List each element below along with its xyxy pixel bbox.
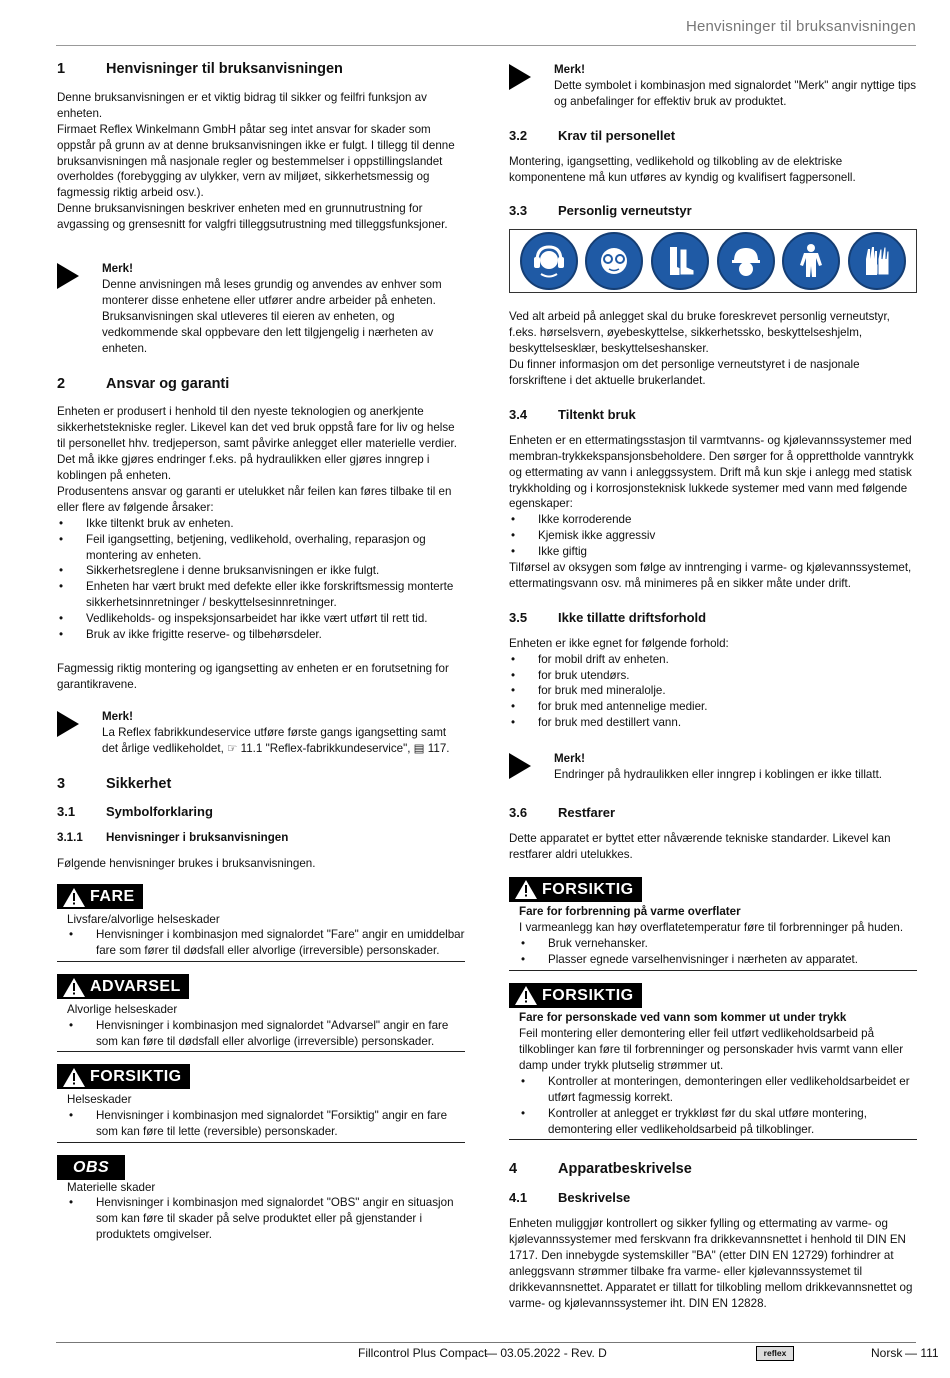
warning-sign (57, 1155, 125, 1180)
paragraph: Følgende henvisninger brukes i bruksanvisningen. (57, 857, 316, 871)
note-title: Merk! (554, 63, 585, 76)
note-title: Merk! (554, 752, 585, 766)
list-item: • Bruk av ikke frigitte reserve- og tilbehørsdeler. (57, 627, 465, 643)
note-box (57, 261, 465, 356)
paragraph: Firmaet Reflex Winkelmann GmbH påtar seg intet ansvar for skader som oppstår på grunn av at denne bruksanvisningen ikke er fulgt. I tillegg til denne bruksanvisningen må nasjonale regler og bestemmelser i oppstillingslandet overholdes (forebygging av ulykker, vern av miljøet, sikkerhetsmessig og fagmessig riktig arbeid osv.). (57, 122, 455, 200)
warning-triangle-icon (63, 1068, 85, 1087)
warning-subtitle: Materielle skader (67, 1180, 156, 1194)
paragraph: Denne bruksanvisningen beskriver enheten med en grunnutrustning for avgassing og grensesnitt for valgfri tilleggsutrustning med tilleggsfunksjoner. (57, 202, 448, 232)
section-3-2-heading (509, 128, 917, 144)
page-header-title: Henvisninger til bruksanvisningen (685, 18, 916, 35)
warning-title: Fare for personskade ved vann som kommer ut under trykk (519, 1011, 847, 1025)
list-item: • Bruk vernehansker. (519, 936, 917, 952)
warning-triangle-icon (515, 986, 537, 1005)
warning-label: OBS (73, 1158, 110, 1176)
paragraph: Det må ikke gjøres endringer f.eks. på hydraulikken eller gjøres inngrep i koblingen på enheten. (57, 453, 430, 483)
left-column (57, 62, 465, 1243)
section-number: 3.6 (509, 805, 528, 820)
warning-sign (57, 974, 189, 999)
warning-sign (509, 983, 642, 1008)
warning-sign (57, 884, 143, 909)
footer-language: Norsk (871, 1346, 903, 1360)
warning-text: I varmeanlegg kan høy overflatetemperatur føre til forbrenninger på huden. (519, 921, 904, 935)
section-4-heading (509, 1162, 917, 1178)
list-item: • Kontroller at anlegget er trykkløst før du skal utføre montering, demontering eller vedlikeholdsarbeid på tilkoblinger. (519, 1106, 917, 1138)
note-box (57, 709, 465, 757)
paragraph: Du finner informasjon om det personlige verneutstyret i de nasjonale forskriftene i det aktuelle brukerlandet. (509, 358, 860, 387)
note-text: Endringer på hydraulikken eller inngrep i koblingen er ikke tillatt. (554, 768, 883, 782)
section-title: Sikkerhet (106, 775, 172, 792)
note-arrow-icon (509, 753, 531, 779)
safety-boots-icon (651, 232, 709, 290)
paragraph: Dette apparatet er byttet etter nåværende tekniske standarder. Likevel kan restfarer aldri utelukkes. (509, 831, 891, 861)
section-number: 3.1 (57, 804, 76, 820)
list-item: • Plasser egnede varselhenvisninger i nærheten av apparatet. (519, 952, 917, 968)
header-divider (56, 45, 916, 46)
warning-title: Fare for forbrenning på varme overflater (519, 905, 741, 919)
list-item: • Enheten har vært brukt med defekte eller ikke forskriftsmessig monterte sikkerhetsinnretninger / beskyttelsesinnretninger. (57, 579, 465, 611)
footer-date: — 03.05.2022 - Rev. D (485, 1346, 607, 1360)
property-list (509, 512, 917, 560)
list-item: • Kjemisk ikke aggressiv (509, 528, 917, 544)
warning-burn (509, 877, 917, 971)
goggles-icon (585, 232, 643, 290)
section-title: Beskrivelse (558, 1190, 631, 1206)
section-number: 3.1.1 (57, 831, 83, 845)
note-arrow-icon (57, 263, 79, 289)
section-number: 3.5 (509, 609, 528, 625)
section-title: Symbolforklaring (106, 804, 213, 820)
list-item: • Kontroller at monteringen, demonteringen eller vedlikeholdsarbeidet er utført fagmessig korrekt. (519, 1074, 917, 1106)
list-item: • Ikke tiltenkt bruk av enheten. (57, 516, 465, 532)
footer-product: Fillcontrol Plus Compact (358, 1346, 488, 1360)
list-item: • Henvisninger i kombinasjon med signalordet "Fare" angir en umiddelbar fare som fører til dødsfall eller alvorlige (irreversible) personskader. (67, 927, 465, 959)
note-title: Merk! (102, 262, 133, 276)
section-title: Henvisninger til bruksanvisningen (106, 61, 343, 77)
section-3-5-heading (509, 610, 917, 626)
section-title: Henvisninger i bruksanvisningen (106, 831, 289, 845)
cause-list (57, 516, 465, 643)
list-item: • for bruk med destillert vann. (509, 715, 917, 731)
ear-protection-icon (520, 232, 578, 290)
note-arrow-icon (509, 64, 531, 90)
section-3-heading (57, 777, 465, 793)
list-item: • Ikke giftig (509, 544, 917, 560)
warning-advarsel (57, 974, 465, 1052)
warning-triangle-icon (515, 880, 537, 899)
warning-label: FORSIKTIG (542, 986, 634, 1004)
warning-obs (57, 1155, 465, 1244)
note-text: La Reflex fabrikkundeservice utføre første gangs igangsetting samt det årlige vedlikeholdet, ☞ 11.1 "Reflex-fabrikkundeservice", ▤ 117. (102, 725, 450, 755)
paragraph: Denne bruksanvisningen er et viktig bidrag til sikker og feilfri funksjon av enheten. (57, 90, 427, 120)
warning-forsiktig (57, 1064, 465, 1142)
section-title: Krav til personellet (558, 127, 676, 143)
note-box (509, 62, 917, 110)
helmet-icon (717, 232, 775, 290)
section-1-heading (57, 62, 465, 78)
section-title: Ikke tillatte driftsforhold (558, 609, 707, 625)
list-item: • for bruk med antennelige medier. (509, 699, 917, 715)
section-number: 3.4 (509, 406, 528, 422)
section-title: Restfarer (558, 805, 616, 820)
section-number: 3.2 (509, 127, 528, 143)
note-text: Dette symbolet i kombinasjon med signalordet "Merk" angir nyttige tips og anbefalinger for effektiv bruk av produktet. (554, 78, 917, 108)
paragraph: Enheten er produsert i henhold til den nyeste teknologien og anerkjente sikkerhetstekniske regler. Likevel kan det ved bruk oppstå fare for liv og helse til personellet hhv. tredjeperson, samt påvirke anlegget eller materielle verdier. (57, 405, 457, 451)
list-item: • Henvisninger i kombinasjon med signalordet "Forsiktig" angir en fare som kan føre til lette (reversible) personskader. (67, 1108, 465, 1140)
reflex-logo: reflex (756, 1346, 794, 1361)
section-number: 4.1 (509, 1190, 528, 1206)
warning-text: Feil montering eller demontering eller feil utført vedlikeholdsarbeid på tilkoblinger kan føre til forbrenninger og personskader hvis varmt vann eller damp under trykk plutselig strømmer ut. (519, 1027, 904, 1072)
section-3-3-heading (509, 203, 917, 219)
note-text: Denne anvisningen må leses grundig og anvendes av enhver som monterer disse enhetene eller utfører andre arbeider på enheten. Bruksanvisningen skal utleveres til eieren av enheten, og vedkommende skal oppbevare den lett tilgjengelig i nærheten av enheten. (102, 277, 442, 355)
warning-triangle-icon (63, 978, 85, 997)
paragraph: Montering, igangsetting, vedlikehold og tilkobling av de elektriske komponentene må kun utføres av kyndig og kvalifisert fagpersonell. (509, 154, 856, 184)
warning-label: FARE (90, 888, 135, 906)
section-title: Tiltenkt bruk (558, 406, 636, 422)
section-title: Apparatbeskrivelse (558, 1161, 692, 1178)
warning-subtitle: Alvorlige helseskader (67, 1002, 178, 1016)
paragraph: Fagmessig riktig montering og igangsetting av enheten er en forutsetning for garantikravene. (57, 662, 449, 691)
section-number: 2 (57, 375, 66, 392)
section-4-1-heading (509, 1190, 917, 1206)
note-box (509, 751, 917, 783)
list-item: • Vedlikeholds- og inspeksjonsarbeidet har ikke vært utført til rett tid. (57, 611, 465, 627)
section-3-1-1-heading (57, 830, 465, 846)
section-3-4-heading (509, 407, 917, 423)
section-2-heading (57, 377, 465, 393)
warning-sign (57, 1064, 190, 1089)
section-number: 4 (509, 1161, 518, 1178)
paragraph: Enheten er ikke egnet for følgende forhold: (509, 636, 729, 650)
warning-sign (509, 877, 642, 902)
list-item: • Henvisninger i kombinasjon med signalordet "OBS" angir en situasjon som kan føre til skader på selve produktet eller på gjenstander i produktets omgivelser. (67, 1195, 465, 1243)
paragraph: Produsentens ansvar og garanti er utelukket når feilen kan føres tilbake til en eller flere av følgende årsaker: (57, 484, 452, 514)
list-item: • Sikkerhetsreglene i denne bruksanvisningen er ikke fulgt. (57, 563, 465, 579)
warning-subtitle: Helseskader (67, 1092, 132, 1106)
list-item: • Ikke korroderende (509, 512, 917, 528)
right-column (509, 62, 917, 1312)
note-arrow-icon (57, 711, 79, 737)
warning-label: FORSIKTIG (90, 1068, 182, 1086)
gloves-icon (848, 232, 906, 290)
section-title: Ansvar og garanti (106, 375, 230, 392)
list-item: • for mobil drift av enheten. (509, 652, 917, 668)
paragraph: Enheten muliggjør kontrollert og sikker fylling og ettermating av varme- og kjølevannssystemer med ferskvann fra drikkevannsnettet i henhold til DIN EN 1717. Den innebygde systemskiller "BA" (etter DIN EN 12729) forhindrer at anleggsvann strømmer tilbake fra varme- eller kjølevannssystemet til drikkevannsnettet. Apparatet er tillatt for tilkobling mellom drikkevannsnettet og varme- og kjølevannssystemer iht. DIN EN 12828. (509, 1217, 913, 1310)
paragraph: Tilførsel av oksygen som følge av inntrenging i varme- og kjølevannssystemet, ettermatingsvann osv. må minimeres på en sikker måte under drift. (509, 561, 912, 590)
section-3-1-heading (57, 804, 465, 820)
footer-divider (56, 1342, 916, 1343)
warning-pressure-water (509, 983, 917, 1141)
section-3-6-heading (509, 805, 917, 821)
list-item: • Feil igangsetting, betjening, vedlikehold, overhaling, reparasjon og montering av enheten. (57, 532, 465, 564)
paragraph: Ved alt arbeid på anlegget skal du bruke foreskrevet personlig verneutstyr, f.eks. hørselsvern, øyebeskyttelse, sikkerhetssko, beskyttelseshjelm, beskyttelsesklær, beskyttelseshansker. (509, 310, 890, 356)
section-number: 3.3 (509, 203, 528, 219)
note-title: Merk! (102, 709, 133, 723)
list-item: • for bruk utendørs. (509, 668, 917, 684)
warning-label: FORSIKTIG (542, 880, 634, 898)
warning-label: ADVARSEL (90, 978, 181, 996)
protective-suit-icon (782, 232, 840, 290)
warning-fare (57, 884, 465, 962)
ppe-icon-strip (509, 229, 917, 293)
warning-subtitle: Livsfare/alvorlige helseskader (67, 912, 220, 926)
list-item: • Henvisninger i kombinasjon med signalordet "Advarsel" angir en fare som kan føre til dødsfall eller alvorlige (irreversible) personskader. (67, 1018, 465, 1050)
section-title: Personlig verneutstyr (558, 203, 692, 219)
footer-page-number: — 111 (905, 1346, 939, 1360)
list-item: • for bruk med mineralolje. (509, 683, 917, 699)
warning-triangle-icon (63, 888, 85, 907)
paragraph: Enheten er en ettermatingsstasjon til varmtvanns- og kjølevannssystemer med membran-trykkekspansjonsbeholdere. Den sørger for å opprettholde vanntrykk og ettermating av vann i anleggssystem. Drift må kun skje i anlegg med statisk trykkholding og i korrosjonsteknisk lukkede systemer med vann med følgende egenskaper: (509, 433, 914, 511)
section-number: 3 (57, 775, 66, 792)
section-number: 1 (57, 61, 66, 77)
condition-list (509, 652, 917, 732)
